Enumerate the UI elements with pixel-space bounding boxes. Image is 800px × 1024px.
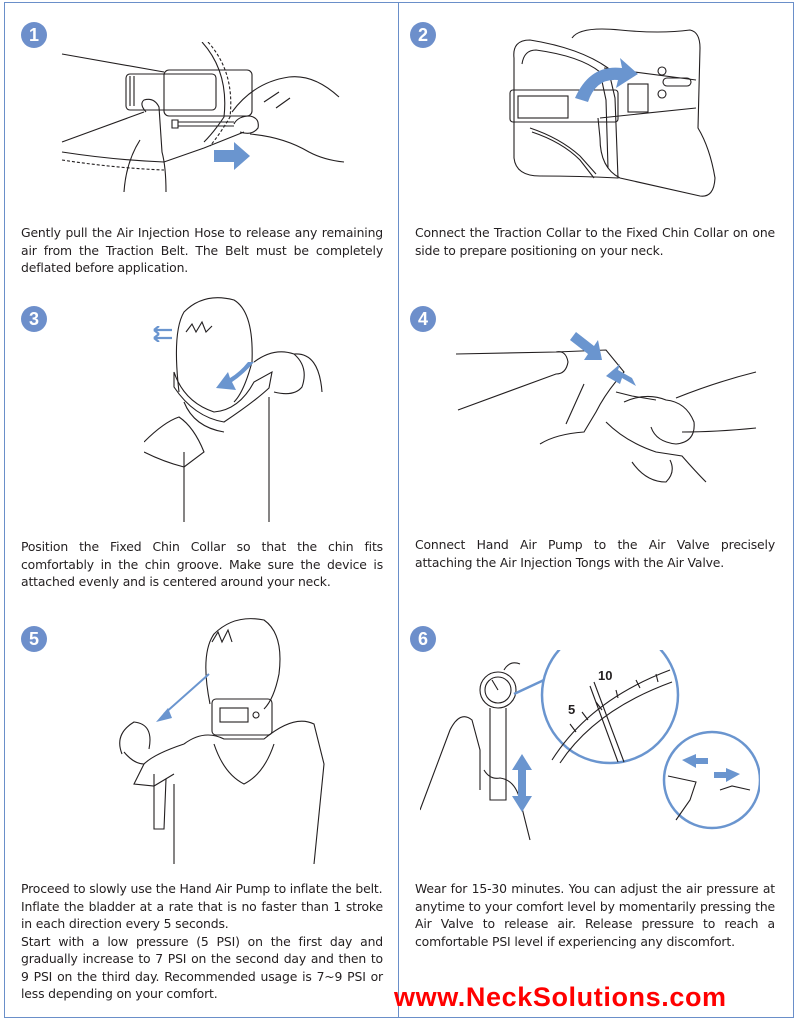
step-4-badge: 4 bbox=[410, 306, 436, 332]
step-4-panel bbox=[400, 292, 794, 614]
step-4-illustration bbox=[456, 332, 766, 492]
step-6-illustration bbox=[420, 650, 760, 850]
valve-magnifier-icon bbox=[664, 732, 760, 828]
move-back-arrows-icon bbox=[150, 326, 174, 342]
step-5-illustration bbox=[114, 614, 344, 864]
step-2-panel bbox=[400, 2, 794, 292]
step-5-caption-line-1: Proceed to slowly use the Hand Air Pump to inflate the belt. bbox=[21, 881, 383, 896]
arrow-right-icon bbox=[714, 768, 740, 782]
gauge-label-5: 5 bbox=[568, 702, 576, 717]
step-5-caption bbox=[21, 880, 383, 1003]
column-divider bbox=[398, 2, 399, 1018]
arrow-down-right-icon bbox=[570, 332, 602, 360]
step-4-caption: Connect Hand Air Pump to the Air Valve precisely attaching the Air Injection Tongs with the Air Valve. bbox=[415, 537, 775, 570]
step-5-caption-line-3: Start with a low pressure (5 PSI) on the first day and gradually increase to 7 PSI on the second day and then to 9 PSI on the third day. Recommended usage is 7~9 PSI or less depending on your comfort. bbox=[21, 933, 383, 1001]
arrow-up-left-icon bbox=[606, 364, 636, 386]
arrow-right-icon bbox=[214, 142, 250, 170]
step-6-caption: Wear for 15-30 minutes. You can adjust the air pressure at anytime to your comfort level by momentarily pressing the Air Valve to release air. Release pressure to reach a comfortable PSI level if experiencing any discomfort. bbox=[415, 881, 775, 949]
step-6-badge: 6 bbox=[410, 626, 436, 652]
step-6-panel bbox=[400, 614, 794, 1018]
step-1-caption: Gently pull the Air Injection Hose to release any remaining air from the Traction Belt. The Belt must be completely deflated before application. bbox=[21, 225, 383, 275]
step-2-badge: 2 bbox=[410, 22, 436, 48]
step-1-badge: 1 bbox=[21, 22, 47, 48]
step-2-illustration bbox=[500, 28, 740, 198]
step-3-panel bbox=[4, 292, 398, 614]
up-down-arrow-icon bbox=[512, 754, 532, 812]
step-3-badge: 3 bbox=[21, 306, 47, 332]
step-1-panel bbox=[4, 2, 398, 292]
website-url[interactable]: www.NeckSolutions.com bbox=[394, 982, 727, 1012]
step-5-caption-line-2: Inflate the bladder at a rate that is no faster than 1 stroke in each direction every 5 seconds. bbox=[21, 898, 383, 931]
step-5-badge: 5 bbox=[21, 626, 47, 652]
arrow-left-icon bbox=[682, 754, 708, 768]
step-2-caption: Connect the Traction Collar to the Fixed Chin Collar on one side to prepare positioning on your neck. bbox=[415, 225, 775, 258]
step-3-caption: Position the Fixed Chin Collar so that the chin fits comfortably in the chin groove. Make sure the device is attached evenly and is centered around your neck. bbox=[21, 539, 383, 589]
step-1-illustration bbox=[54, 42, 354, 202]
gauge-label-10: 10 bbox=[598, 668, 613, 683]
step-5-panel bbox=[4, 614, 398, 1018]
